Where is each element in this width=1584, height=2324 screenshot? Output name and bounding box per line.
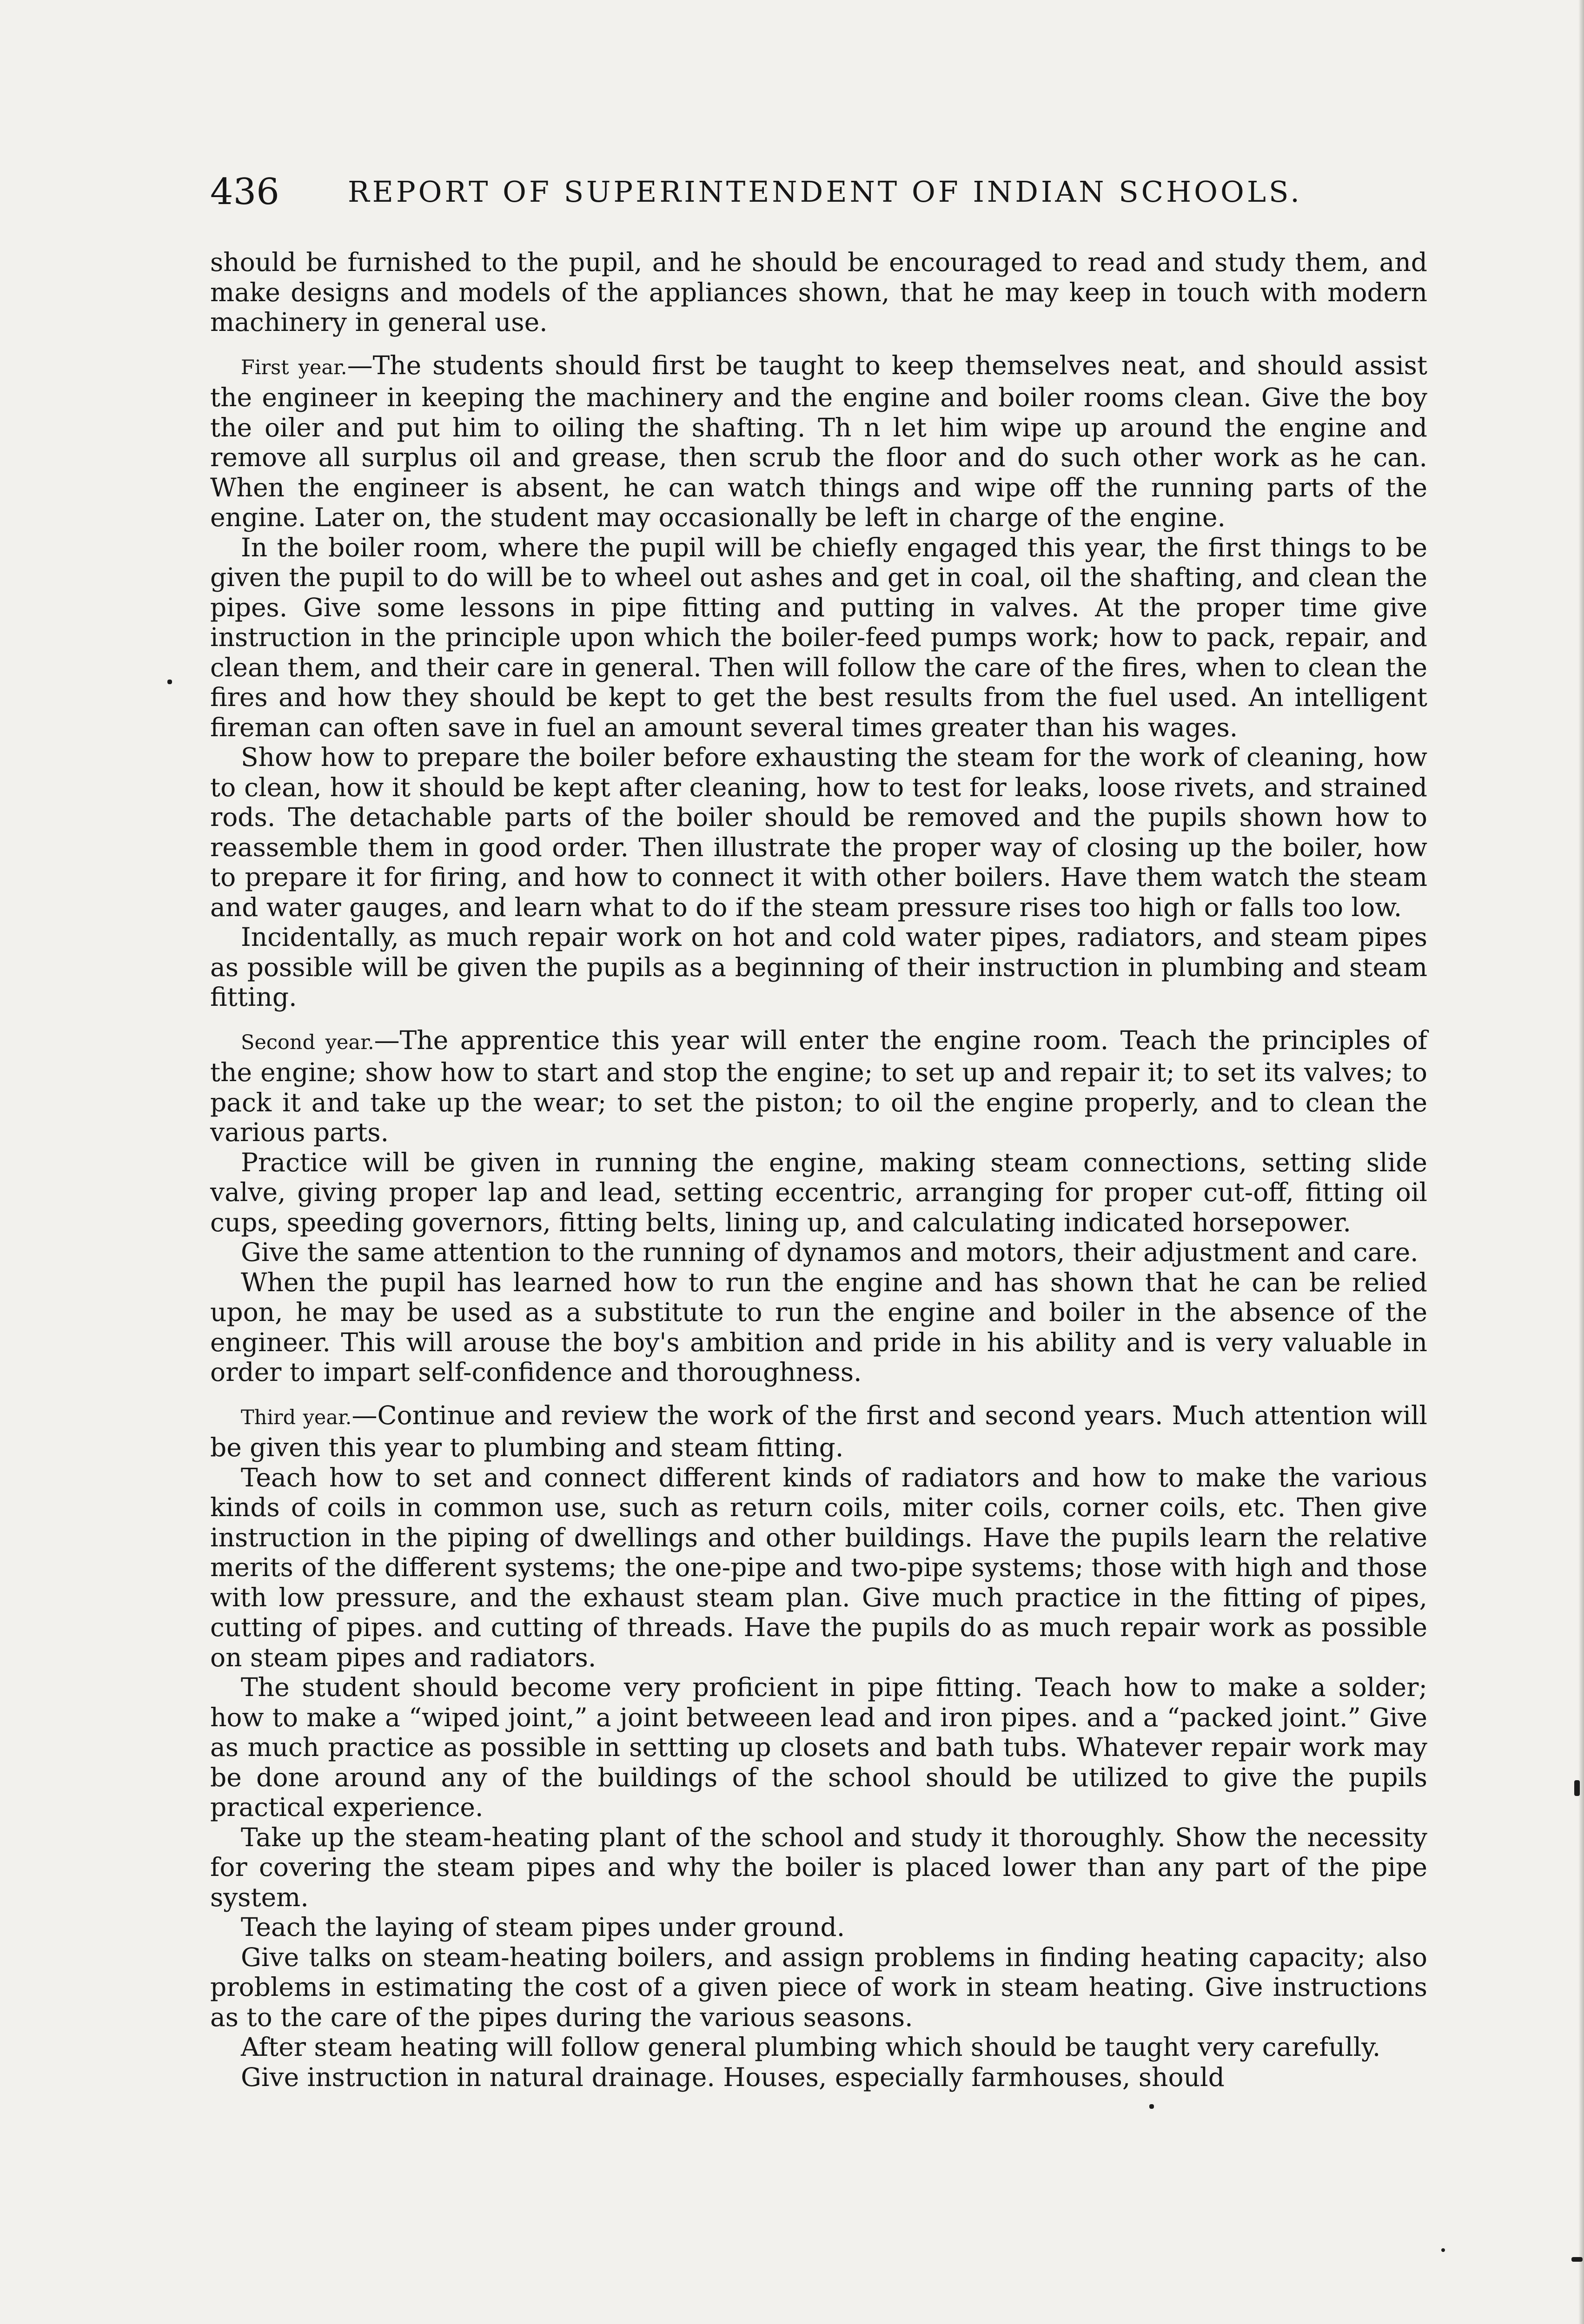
paragraph-text: The student should become very proficient in pipe fitting. Teach how to make a solder; how to make a “wiped joint,” a joint betweeen lead and iron pipes. and a “packed joint.” Give as much practice as possible in settting up closets and bath tubs. Whatever repair work may be done around any of the buildings of the school should be utilized to give the pupils practical experience. [210,1672,1427,1822]
paragraph [210,742,1427,922]
paragraph [210,247,1427,337]
paragraph-text: Take up the steam-heating plant of the school and study it thoroughly. Show the necessity for covering the steam pipes and why the boiler is placed lower than any part of the pipe system. [210,1822,1427,1912]
paragraph-text: Teach the laying of steam pipes under ground. [241,1912,845,1942]
paragraph [210,1237,1427,1268]
paragraph-text: Teach how to set and connect different kinds of radiators and how to make the various kinds of coils in common use, such as return coils, miter coils, corner coils, etc. Then give instruction in the piping of dwellings and other buildings. Have the pupils learn the relative merits of the different systems; the one-pipe and two-pipe systems; those with high and those with low pressure, and the exhaust steam plan. Give much practice in the fitting of pipes, cutting of pipes. and cutting of threads. Have the pupils do as much repair work as possible on steam pipes and radiators. [210,1462,1427,1672]
paragraph [210,1672,1427,1822]
paragraph [210,1912,1427,1942]
paragraph [210,1148,1427,1238]
paragraph-text: In the boiler room, where the pupil will be chiefly engaged this year, the first things to be given the pupil to do will be to wheel out ashes and get in coal, oil the shafting, and clean the pipes. Give some lessons in pipe fitting and putting in valves. At the proper time give instruction in the principle upon which the boiler-feed pumps work; how to pack, repair, and clean them, and their care in general. Then will follow the care of the fires, when to clean the fires and how they should be kept to get the best results from the fuel used. An intelligent fireman can often save in fuel an amount several times greater than his wages. [210,532,1427,742]
paragraph-text: Give the same attention to the running of dynamos and motors, their adjustment and care. [241,1237,1418,1267]
paragraph [210,1942,1427,2033]
section-lead: Second year. [241,1030,374,1054]
paragraph-text: Give talks on steam-heating boilers, and assign problems in finding heating capacity; also problems in estimating the cost of a given piece of work in steam heating. Give instructions as to the care of the pipes during the various seasons. [210,1942,1427,2032]
paragraph-text: —Continue and review the work of the first and second years. Much attention will be given this year to plumbing and steam fitting. [210,1400,1427,1462]
paragraph [210,2062,1427,2093]
running-head: REPORT OF SUPERINTENDENT OF INDIAN SCHOOLS. [348,175,1302,209]
paragraph [210,350,1427,533]
margin-mark-dot [1441,2248,1445,2252]
paragraph [210,2032,1427,2062]
margin-mark-tick [1574,1780,1580,1796]
margin-mark-dot [167,680,172,684]
paragraph-text: Practice will be given in running the engine, making steam connections, setting slide valve, giving proper lap and lead, setting eccentric, arranging for proper cut-off, fitting oil cups, speeding governors, fitting belts, lining up, and calculating indicated horsepower. [210,1147,1427,1237]
page-number: 436 [210,171,279,213]
margin-mark-tick [1571,2257,1583,2262]
body-text [210,247,1427,2092]
paragraph [210,1463,1427,1673]
margin-mark-dot [1149,2104,1154,2109]
paragraph-text: When the pupil has learned how to run the engine and has shown that he can be relied upon, he may be used as a substitute to run the engine and boiler in the absence of the engineer. This will arouse the boy's ambition and pride in his ability and is very valuable in order to impart self-confidence and thoroughness. [210,1267,1427,1387]
paragraph [210,533,1427,743]
paragraph-text: —The apprentice this year will enter the engine room. Teach the principles of the engine; show how to start and stop the engine; to set up and repair it; to set its valves; to pack it and take up the wear; to set the piston; to oil the engine properly, and to clean the various parts. [210,1025,1428,1147]
paragraph [210,1268,1427,1387]
paragraph-text: —The students should first be taught to keep themselves neat, and should assist the engineer in keeping the machinery and the engine and boiler rooms clean. Give the boy the oiler and put him to oiling the shafting. Th n let him wipe up around the engine and remove all surplus oil and grease, then scrub the floor and do such other work as he can. When the engineer is absent, he can watch things and wipe off the running parts of the engine. Later on, the student may occasionally be left in charge of the engine. [210,350,1427,532]
page-header [210,171,1427,213]
section-lead: First year. [241,356,347,379]
paragraph [210,1822,1427,1913]
section-lead: Third year. [241,1406,352,1429]
page-edge-shadow [1578,0,1584,2324]
paragraph [210,1025,1427,1148]
paragraph [210,922,1427,1012]
paragraph-text: Incidentally, as much repair work on hot and cold water pipes, radiators, and steam pipes as possible will be given the pupils as a beginning of their instruction in plumbing and steam fitting. [210,922,1427,1012]
paragraph-text: Give instruction in natural drainage. Houses, especially farmhouses, should [241,2062,1225,2092]
paragraph-text: After steam heating will follow general plumbing which should be taught very carefully. [241,2032,1381,2062]
paragraph-text: should be furnished to the pupil, and he should be encouraged to read and study them, and make designs and models of the appliances shown, that he may keep in touch with modern machinery in general use. [210,247,1427,337]
paragraph-text: Show how to prepare the boiler before exhausting the steam for the work of cleaning, how to clean, how it should be kept after cleaning, how to test for leaks, loose rivets, and strained rods. The detachable parts of the boiler should be removed and the pupils shown how to reassemble them in good order. Then illustrate the proper way of closing up the boiler, how to prepare it for firing, and how to connect it with other boilers. Have them watch the steam and water gauges, and learn what to do if the steam pressure rises too high or falls too low. [210,742,1427,922]
paragraph [210,1400,1427,1463]
